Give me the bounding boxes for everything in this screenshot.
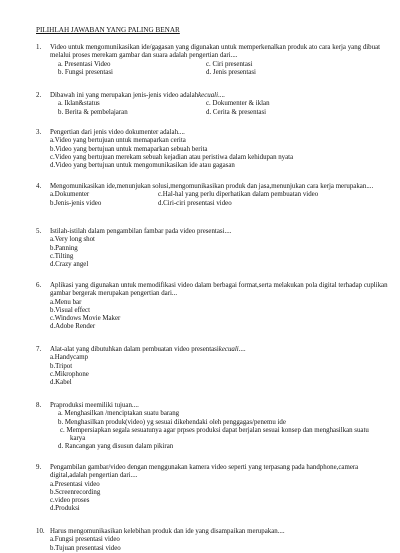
option-b: b.Jenis-jenis video <box>50 199 102 207</box>
option-c: c.video proses <box>50 497 90 505</box>
emphasis-except: kecuali <box>198 92 219 99</box>
option-b: b.Video yang bertujuan untuk memaparkan sebuah berita <box>50 145 208 153</box>
option-d: d.Crazy angel <box>50 261 89 269</box>
question-8 <box>36 402 390 452</box>
question-stem: Istilah-istilah dalam pengambilan fambar pada video presentasi.... <box>50 228 232 235</box>
option-a: a.Handycamp <box>50 354 89 362</box>
option-a: a.Presentasi video <box>50 480 100 488</box>
option-b: b. Fungsi presentasi <box>58 68 113 76</box>
question-number: 6. <box>36 282 42 289</box>
question-number: 1. <box>36 44 42 51</box>
question-number: 3. <box>36 129 42 136</box>
option-b: b. Berita & pembelajaran <box>58 108 128 116</box>
question-9 <box>36 464 390 514</box>
option-d: d.Kabel <box>50 379 72 387</box>
question-number: 9. <box>36 464 42 471</box>
option-c: c. Mempersiapkan segala sesuatunya agar prpses produksi dapat berjalan sesuai konsep dan menghasilkan suatu karya <box>60 426 369 443</box>
option-b: b. Menghasilkan produk(video) yg sesuai dikehendaki oleh penggagas/penemu ide <box>58 418 286 426</box>
option-a: a.Fungsi presentasi video <box>50 536 120 544</box>
question-5 <box>36 228 390 269</box>
option-b: b.Screenrecording <box>50 488 101 496</box>
question-7 <box>36 346 390 387</box>
question-stem: Pengambilan gambar/video dengan menggunakan kamera video seperti yang terpasang pada handphone,camera digital,adalah pengertian dari.... <box>50 464 359 480</box>
question-stem: Praproduksi meemiliki tujuan.... <box>50 402 139 409</box>
option-b: b.Tujuan presentasi video <box>50 544 121 552</box>
question-2 <box>36 92 390 117</box>
option-c: c.Hal-hal yang perlu diperhatikan dalam pembuatan video <box>158 191 319 199</box>
option-c: c.Windows Movie Maker <box>50 315 121 323</box>
question-stem: Aplikasi yang digunakan untuk memodifikasi video dalam berbagai format,serta melakukan pola digital terhadap cuplikan gambar bergerak merupakan pengertian dari... <box>50 282 388 298</box>
option-d: d. Rancangan yang disusun dalam pikiran <box>58 443 174 451</box>
question-4 <box>36 183 390 208</box>
worksheet-header: PILIHLAH JAWABAN YANG PALING BENAR <box>36 26 180 34</box>
option-d: d. Jenis presentasi <box>206 68 256 76</box>
emphasis-except: kecuali <box>218 346 239 353</box>
option-a: a.Menu bar <box>50 298 82 306</box>
question-stem: Mengomunikasikan ide,menunjukan solusi,mengomunikasikan produk dan jasa,menunjukan cara kerja merupakan.... <box>50 183 374 190</box>
option-a: a.Very long shot <box>50 236 95 244</box>
option-c: c.Video yang bertujuan merekam sebuah kejadian atau peristiwa dalam kehidupan nyata <box>50 153 294 161</box>
option-b: b.Visual effect <box>50 306 91 314</box>
question-6 <box>36 282 390 332</box>
question-stem: Alat-alat yang dibutuhkan dalam pembuatan video presentasikecuali.... <box>50 346 246 353</box>
option-a: a. Iklan&status <box>58 100 100 108</box>
option-d: d.Adobe Render <box>50 323 96 331</box>
question-number: 2. <box>36 92 42 99</box>
question-number: 5. <box>36 228 42 235</box>
option-a: a.Dokumenter <box>50 191 90 199</box>
question-number: 7. <box>36 346 42 353</box>
question-1 <box>36 44 390 77</box>
option-d: d. Cerita & presentasi <box>206 108 267 116</box>
question-number: 4. <box>36 183 42 190</box>
question-10 <box>36 528 390 553</box>
question-3 <box>36 129 390 170</box>
option-c: c.Mikrophone <box>50 370 89 378</box>
option-b: b.Panning <box>50 244 78 252</box>
option-c: c.Tilting <box>50 252 74 260</box>
option-a: a. Menghasilkan /menciptakan suatu barang <box>58 410 180 418</box>
options-grid <box>50 191 390 208</box>
options-grid <box>50 61 390 78</box>
option-a: a. Presentasi Video <box>58 60 111 68</box>
question-stem: Pengertian dari jenis video dokumenter adalah.... <box>50 129 185 136</box>
options-grid <box>50 100 390 117</box>
question-number: 8. <box>36 402 42 409</box>
question-stem: Harus mengomunikasikan kelebihan produk dan ide yang disampaikan merupakan.... <box>50 528 285 535</box>
option-c: c. Dokumenter & iklan <box>206 100 270 108</box>
option-a: a.Video yang bertujuan untuk memaparkan cerita <box>50 137 186 145</box>
option-c: c. Ciri presentasi <box>206 60 253 68</box>
question-number: 10. <box>36 528 45 535</box>
question-stem: Video untuk mengomunikasikan ide/gagasan yang digunakan untuk memperkenalkan produk ato cara kerja yang dibuat melalui proses merekam gambar dan suara adalah pengertian dari.... <box>50 44 381 60</box>
option-d: d.Ciri-ciri presentasi video <box>158 199 232 207</box>
option-b: b.Tripot <box>50 362 73 370</box>
option-d: d.Video yang bertujuan untuk mengomunikasikan ide atau gagasan <box>50 162 235 170</box>
option-d: d.Produksi <box>50 505 80 513</box>
question-stem: Dibawah ini yang merupakan jenis-jenis video adalahkecuali.... <box>50 92 225 99</box>
